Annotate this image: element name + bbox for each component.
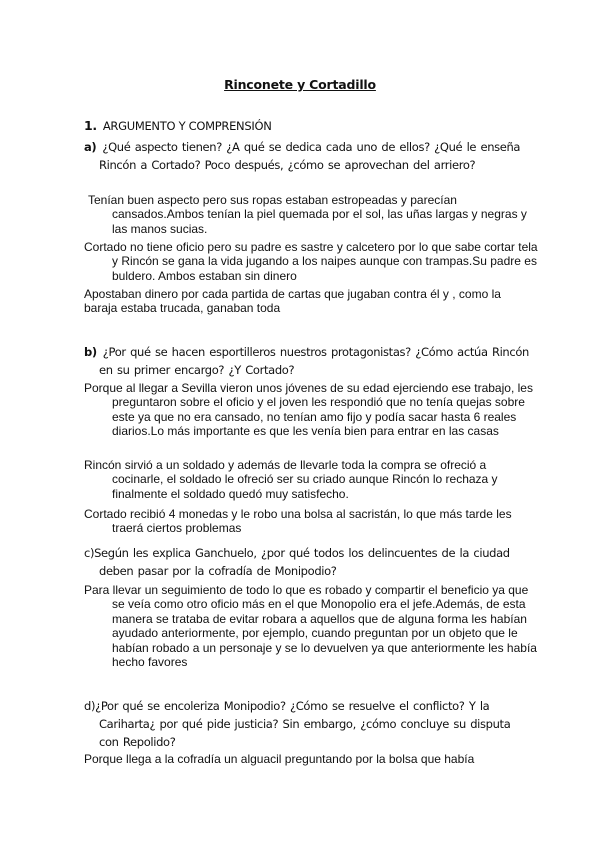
answer-a-2: Cortado no tiene oficio pero su padre es sastre y calcetero por lo que sabe cortar tela y Rincón se gana la vida jugando a los naipes aunque con trampas.Su padre es buldero. Ambos estaban sin dinero	[84, 240, 538, 283]
question-d: d)¿Por qué se encoleriza Monipodio? ¿Cómo se resuelve el conflicto? Y la Cariharta¿ por qué pide justicia? Sin embargo, ¿cómo concluye su disputa con Repolido?	[84, 699, 511, 749]
section-title: ARGUMENTO Y COMPRENSIÓN	[102, 119, 272, 133]
question-a-text: ¿Qué aspecto tienen? ¿A qué se dedica cada uno de ellos? ¿Qué le enseña Rincón a Cortado? Poco después, ¿cómo se aprovechan del arriero?	[99, 140, 521, 172]
section-heading	[84, 118, 272, 133]
question-a-label: a)	[84, 140, 97, 154]
answer-b-2: Rincón sirvió a un soldado y además de llevarle toda la compra se ofreció a cocinarle, el soldado le ofreció ser su criado aunque Rincón lo rechaza y finalmente el soldado quedó muy satisfecho.	[84, 458, 498, 501]
question-c: c)Según les explica Ganchuelo, ¿por qué todos los delincuentes de la ciudad deben pasar por la cofradía de Monipodio?	[84, 546, 510, 578]
answer-a-3: Apostaban dinero por cada partida de cartas que jugaban contra él y , como la baraja estaba trucada, ganaban toda	[84, 287, 501, 316]
answer-d-1: Porque llega a la cofradía un alguacil preguntando por la bolsa que había	[84, 752, 475, 766]
answer-a-1: Tenían buen aspecto pero sus ropas estaban estropeadas y parecían cansados.Ambos tenían la piel quemada por el sol, las uñas largas y negras y las manos sucias.	[88, 193, 527, 236]
question-b-text: ¿Por qué se hacen esportilleros nuestros protagonistas? ¿Cómo actúa Rincón en su primer encargo? ¿Y Cortado?	[99, 345, 529, 377]
answer-c-1: Para llevar un seguimiento de todo lo que es robado y compartir el beneficio ya que se veía como otro oficio más en el que Monopolio era el jefe.Además, de esta manera se trataba de evitar robara a aquellos que de alguna forma les habían ayudado anteriormente, por ejemplo, cuando preguntan por un objeto que le habían robado a un personaje y se lo devuelven ya que anteriormente les había hecho favores	[84, 583, 537, 670]
question-b-label: b)	[84, 345, 97, 359]
question-b	[84, 343, 529, 379]
section-number: 1.	[84, 118, 97, 133]
answer-b-1: Porque al llegar a Sevilla vieron unos jóvenes de su edad ejerciendo ese trabajo, les preguntaron sobre el oficio y el joven les respondió que no tenía quejas sobre este ya que no era cansado, no tenían amo fijo y podía sacar hasta 6 reales diarios.Lo más importante es que les venía bien para entrar en las casas	[84, 381, 533, 439]
answer-b-3: Cortado recibió 4 monedas y le robo una bolsa al sacristán, lo que más tarde les traerá ciertos problemas	[84, 507, 512, 536]
document-title: Rinconete y Cortadillo	[224, 77, 376, 92]
question-a	[84, 138, 529, 174]
